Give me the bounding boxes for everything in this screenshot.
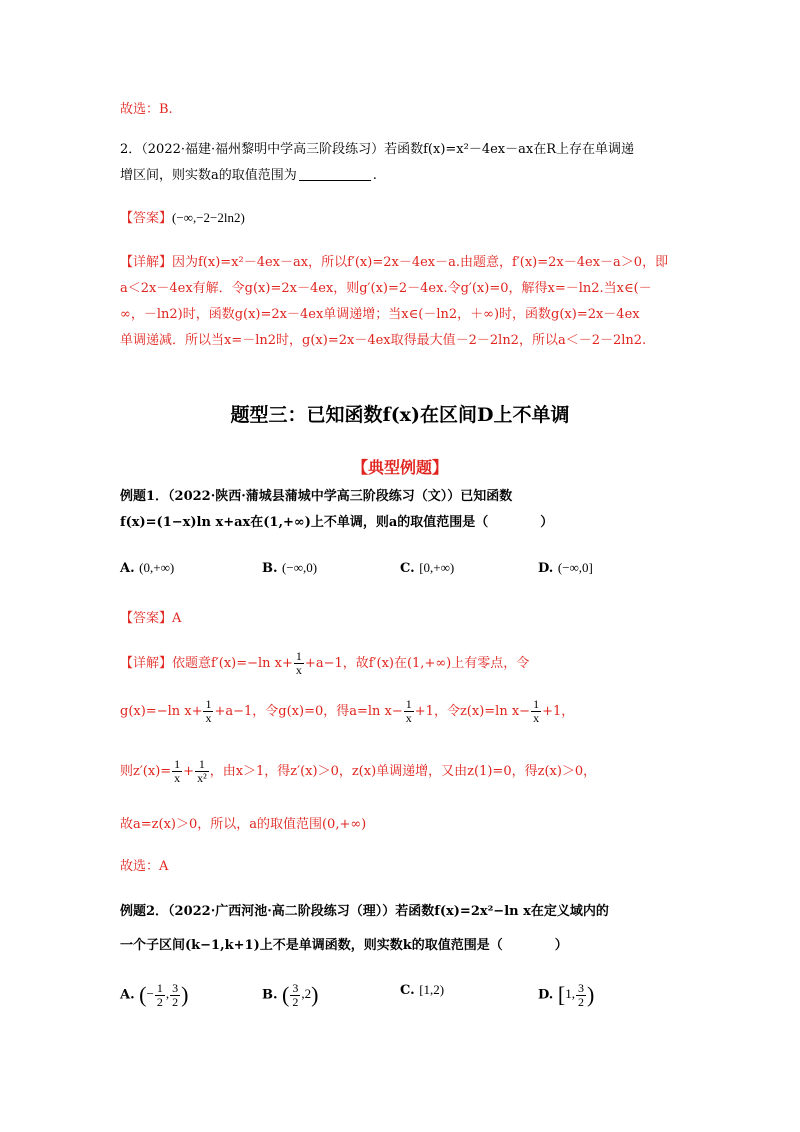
ex1-conclusion: 故选：A	[120, 859, 169, 874]
q2-stem-line-1: 2．（2022·福建·福州黎明中学高三阶段练习）若函数f(x)=x²－4ex－ax在R上存在单调递	[120, 142, 635, 157]
ex2-option-a-value: (− $\frac{1}{2}$ , $\frac{3}{2}$ )	[139, 981, 189, 1009]
fraction-1-over-x: $\frac{1}{x}$	[174, 757, 181, 785]
ex1-option-b: B. (−∞,0)	[262, 560, 318, 576]
ex1-option-c: C. [0,+∞)	[400, 560, 455, 576]
ex2-option-c: C. [1,2)	[400, 982, 445, 998]
ex1-detail-line-2: g(x)=−ln x+ $\frac{1}{x}$ +a−1，令g(x)=0，得a=ln x− $\frac{1}{x}$ +1，令z(x)=ln x− $\frac{1}{x}$ +1，	[120, 697, 575, 725]
q2-detail-line-1: 【详解】因为f(x)=x²－4ex－ax，所以f′(x)=2x－4ex－a.由题意，f′(x)=2x－4ex－a＞0，即	[120, 255, 669, 270]
answer-blank	[299, 168, 371, 181]
fraction-1-over-x-squared: $\frac{1}{\text{x²}}$	[197, 757, 207, 785]
q2-detail-line-4: 单调递减．所以当x=－ln2时，g(x)=2x－4ex取得最大值－2－2ln2，所以a＜－2－2ln2.	[120, 333, 647, 348]
ex2-option-d: D. [1, $\frac{3}{2}$ )	[538, 981, 595, 1009]
q2-answer: 【答案】(−∞,−2−2ln2)	[120, 210, 245, 226]
ex1-stem-line-2: f(x)=(1−x)ln x+ax在(1,+∞)上不单调，则a的取值范围是（ ）	[120, 515, 554, 530]
ex2-option-b-value: ( $\frac{3}{2}$ ,2)	[282, 981, 319, 1009]
section-subtitle: 【典型例题】	[351, 458, 448, 477]
fraction-1-over-x: $\frac{1}{x}$	[533, 697, 540, 725]
ex1-detail-line-4: 故a=z(x)＞0，所以，a的取值范围(0,+∞)	[120, 817, 367, 832]
prev-answer: 故选：B.	[120, 102, 173, 117]
ex2-stem-line-2: 一个子区间(k−1,k+1)上不是单调函数，则实数k的取值范围是（ ）	[120, 938, 568, 953]
ex2-option-a: A. (− $\frac{1}{2}$ , $\frac{3}{2}$ )	[120, 981, 189, 1009]
ex1-detail-line-3: 则z′(x)= $\frac{1}{x}$ + $\frac{1}{\text{x²}}$ ，由x＞1，得z′(x)＞0，z(x)单调递增，又由z(1)=0，得z(x)＞0，	[120, 757, 597, 785]
ex1-option-a: A. (0,+∞)	[120, 560, 175, 576]
ex1-detail-line-1: 【详解】依题意f′(x)=−ln x+ $\frac{1}{x}$ +a−1，故f′(x)在(1,+∞)上有零点，令	[120, 649, 530, 677]
ex1-answer: 【答案】A	[120, 611, 182, 626]
ex2-option-d-value: [1, $\frac{3}{2}$ )	[557, 981, 595, 1009]
fraction-1-over-x: $\frac{1}{x}$	[405, 697, 412, 725]
ex2-option-b: B. ( $\frac{3}{2}$ ,2)	[262, 981, 319, 1009]
section-title: 题型三：已知函数f(x)在区间D上不单调	[230, 404, 570, 426]
ex2-stem-line-1: 例题2．（2022·广西河池·高二阶段练习（理））若函数f(x)=2x²−ln x在定义域内的	[120, 904, 609, 919]
ex1-option-d: D. (−∞,0]	[538, 560, 593, 576]
q2-detail-line-3: ∞，－ln2)时，函数g(x)=2x－4ex单调递增；当x∈(－ln2，＋∞)时，函数g(x)=2x－4ex	[120, 307, 640, 322]
q2-detail-line-2: a＜2x－4ex有解．令g(x)=2x－4ex，则g′(x)=2－4ex.令g′(x)=0，解得x=－ln2.当x∈(－	[120, 281, 652, 296]
ex1-stem-line-1: 例题1．（2022·陕西·蒲城县蒲城中学高三阶段练习（文））已知函数	[120, 489, 513, 504]
fraction-1-over-x: $\frac{1}{x}$	[205, 697, 212, 725]
fraction-1-over-x: $\frac{1}{x}$	[295, 649, 302, 677]
q2-stem-line-2: 增区间，则实数a的取值范围为 .	[120, 168, 377, 183]
